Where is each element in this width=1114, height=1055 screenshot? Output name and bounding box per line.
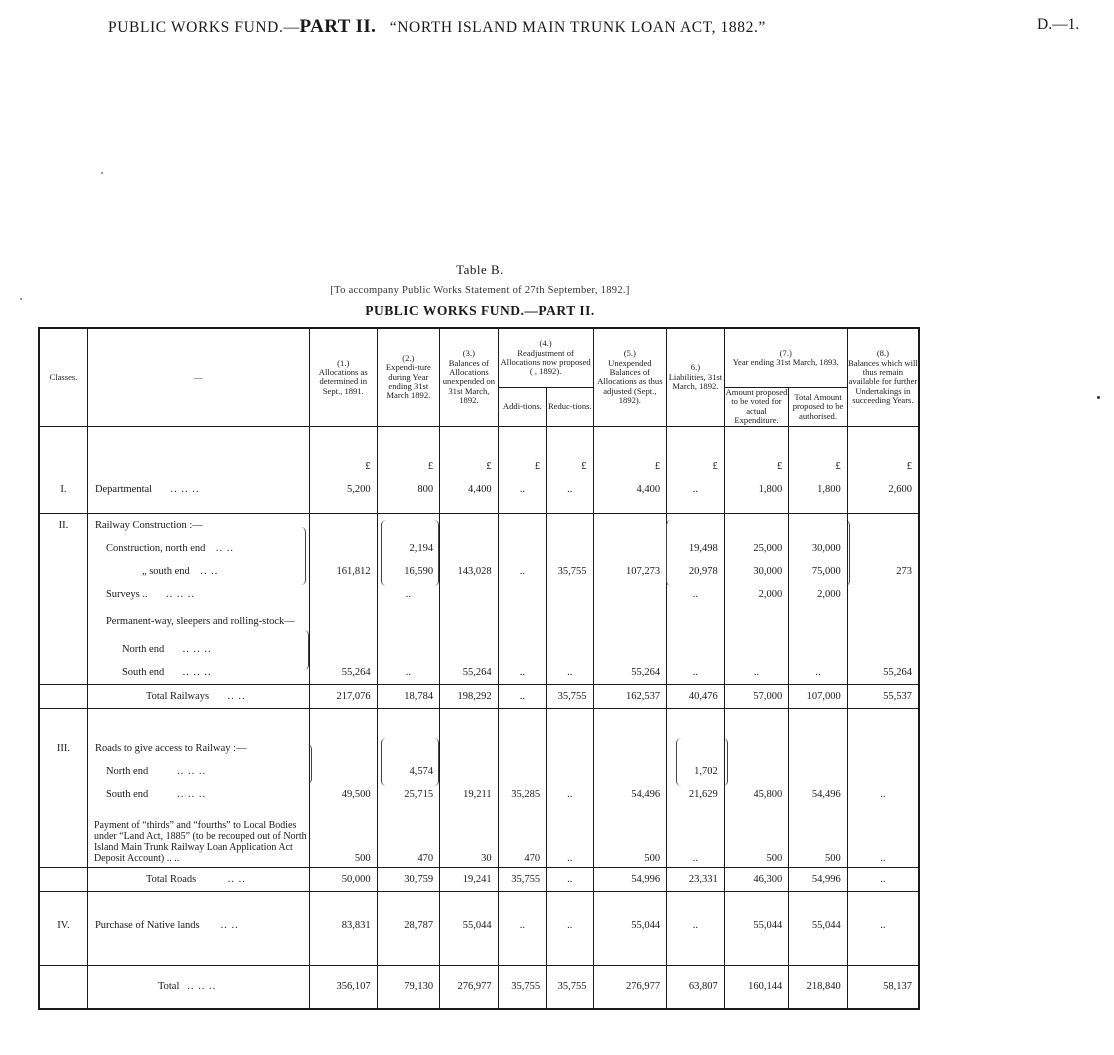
row-label: „ south end: [141, 565, 190, 577]
subtotal-row: [39, 867, 919, 891]
cell-amount-voted: 46,300: [724, 867, 789, 891]
row-description: [87, 783, 309, 806]
speck: [1097, 396, 1100, 399]
class-numeral: II.: [39, 513, 87, 537]
row-description: [87, 760, 309, 783]
dot-leader: .. .. ..: [182, 666, 212, 678]
class-numeral: I.: [39, 478, 87, 501]
cell-amount-voted: 1,800: [724, 478, 789, 501]
cell-reductions: ..: [547, 783, 593, 806]
cell-balances: 198,292: [440, 684, 499, 708]
dot-leader: .. ..: [200, 565, 219, 577]
cell-remaining: 55,537: [847, 684, 919, 708]
col-classes: [39, 328, 87, 426]
cell-additions: 35,755: [498, 867, 546, 891]
cell-amount-voted: 55,044: [724, 914, 789, 937]
cell-unexpended: 4,400: [593, 478, 667, 501]
cell-balances: 19,241: [440, 867, 499, 891]
table-fund-heading: PUBLIC WORKS FUND.—PART II.: [365, 303, 595, 318]
cell-expenditure: 25,715: [377, 783, 440, 806]
cell-balances: 19,211: [440, 783, 499, 806]
col-description-label: —: [194, 371, 203, 382]
cell-unexpended: 162,537: [593, 684, 667, 708]
grouping-brace: [433, 520, 439, 586]
cell-allocations: 5,200: [309, 478, 377, 501]
col-classes-label: Classes.: [49, 371, 78, 382]
cell-unexpended: 55,044: [593, 914, 667, 937]
row-description: Railway Construction :—: [87, 513, 309, 537]
col-expenditure: [377, 328, 440, 426]
spacer-row: [39, 708, 919, 737]
unit-pound: £: [593, 455, 667, 478]
table-row: [39, 737, 919, 760]
cell-allocations: 356,107: [309, 965, 377, 1009]
grouping-brace: [722, 738, 728, 786]
col-heading: Balances of Allocations unexpended on 31st March, 1892.: [442, 357, 496, 406]
cell-additions: ..: [498, 478, 546, 501]
cell-liabilities: 19,498: [667, 537, 725, 560]
cell-amount-voted: 57,000: [724, 684, 789, 708]
dot-leader: .. .. ..: [166, 588, 196, 600]
cell-remaining: 273: [847, 560, 919, 583]
cell-total-authorised: 107,000: [789, 684, 848, 708]
cell-amount-voted: ..: [724, 661, 789, 685]
col-number: 6.): [690, 362, 701, 373]
cell-expenditure: 28,787: [377, 914, 440, 937]
table-row: [39, 760, 919, 783]
col-description: [87, 328, 309, 426]
dot-leader: .. .. ..: [182, 643, 212, 655]
row-label: Total Roads: [145, 873, 197, 885]
cell-expenditure: 79,130: [377, 965, 440, 1009]
cell-reductions: ..: [547, 914, 593, 937]
col-liabilities: [667, 328, 725, 426]
table-row: [39, 513, 919, 537]
spacer-row: [39, 891, 919, 914]
unit-pound: £: [309, 455, 377, 478]
col-total-authorised: Total Amount proposed to be authorised.: [789, 388, 848, 427]
cell-remaining: ..: [847, 914, 919, 937]
row-label: North end: [121, 643, 165, 655]
cell-reductions: 35,755: [547, 684, 593, 708]
cell-expenditure: 18,784: [377, 684, 440, 708]
row-description: [87, 478, 309, 501]
dot-leader: .. .. ..: [177, 765, 207, 777]
cell-allocations: 55,264: [309, 661, 377, 685]
page-header: [0, 14, 1114, 38]
row-label: South end: [105, 788, 149, 800]
speck: [101, 172, 103, 174]
cell-balances: 55,264: [440, 661, 499, 685]
col-year-ending: [724, 328, 847, 388]
cell-amount-voted: 500: [724, 806, 789, 868]
row-description: Permanent-way, sleepers and rolling-stock—: [87, 606, 309, 638]
col-number: (1.): [337, 357, 350, 368]
cell-total-authorised: 54,996: [789, 867, 848, 891]
cell-allocations: 217,076: [309, 684, 377, 708]
cell-balances: 143,028: [440, 560, 499, 583]
cell-total-authorised: 500: [789, 806, 848, 868]
unit-pound: £: [724, 455, 789, 478]
col-readjustment: [498, 328, 593, 388]
table-row: [39, 606, 919, 638]
cell-liabilities: ..: [667, 478, 725, 501]
table-row: [39, 560, 919, 583]
cell-additions: ..: [498, 560, 546, 583]
cell-unexpended: 500: [593, 806, 667, 868]
cell-liabilities: 21,629: [667, 783, 725, 806]
cell-unexpended: 54,496: [593, 783, 667, 806]
cell-expenditure: 16,590: [377, 560, 440, 583]
unit-pound: £: [547, 455, 593, 478]
cell-liabilities: 20,978: [667, 560, 725, 583]
cell-liabilities: ..: [667, 806, 725, 868]
class-numeral: III.: [39, 737, 87, 760]
cell-total-authorised: 2,000: [789, 583, 848, 606]
cell-unexpended: 107,273: [593, 560, 667, 583]
cell-remaining: 2,600: [847, 478, 919, 501]
cell-unexpended: 54,996: [593, 867, 667, 891]
col-allocations: [309, 328, 377, 426]
table-row: [39, 537, 919, 560]
dot-leader: .. ..: [227, 873, 246, 885]
grouping-brace: [676, 738, 682, 786]
cell-balances: 55,044: [440, 914, 499, 937]
row-label: Construction, north end: [105, 542, 206, 554]
cell-additions: ..: [498, 684, 546, 708]
grouping-brace: [300, 527, 306, 585]
cell-additions: 470: [498, 806, 546, 868]
row-description: [87, 867, 309, 891]
cell-total-authorised: 218,840: [789, 965, 848, 1009]
dot-leader: .. ..: [227, 690, 246, 702]
dot-leader: .. .. ..: [187, 981, 217, 993]
row-label: South end: [121, 666, 165, 678]
col-heading: Liabilities, 31st March, 1892.: [668, 371, 723, 392]
cell-total-authorised: 75,000: [789, 560, 848, 583]
row-description: Roads to give access to Railway :—: [87, 737, 309, 760]
col-number: (2.): [402, 352, 415, 363]
row-description: [87, 537, 309, 560]
table-row: [39, 478, 919, 501]
row-label: North end: [105, 765, 149, 777]
col-remaining-balances: [847, 328, 919, 426]
row-description: [87, 560, 309, 583]
running-title-part: PART II.: [299, 16, 377, 37]
cell-balances: 30: [440, 806, 499, 868]
col-number: (7.): [779, 347, 792, 358]
cell-expenditure: ..: [377, 583, 440, 606]
cell-total-authorised: 54,496: [789, 783, 848, 806]
col-heading: Year ending 31st March, 1893.: [732, 357, 839, 367]
cell-expenditure: 2,194: [377, 537, 440, 560]
cell-reductions: 35,755: [547, 965, 593, 1009]
table-row: [39, 583, 919, 606]
table-row: [39, 914, 919, 937]
grouping-brace: [666, 520, 672, 586]
cell-balances: 4,400: [440, 478, 499, 501]
units-row: [39, 455, 919, 478]
col-heading: Unexpended Balances of Allocations as thus adjusted (Sept., 1892).: [597, 357, 663, 406]
cell-remaining: 55,264: [847, 661, 919, 685]
cell-allocations: 161,812: [309, 560, 377, 583]
table-subtitle: [To accompany Public Works Statement of 27th September, 1892.]: [330, 285, 630, 296]
cell-unexpended: 276,977: [593, 965, 667, 1009]
cell-additions: ..: [498, 661, 546, 685]
table-row: [39, 661, 919, 685]
row-label: Purchase of Native lands: [94, 919, 200, 931]
cell-total-authorised: 55,044: [789, 914, 848, 937]
grouping-brace: [306, 744, 312, 784]
table-row: [39, 638, 919, 661]
cell-allocations: 49,500: [309, 783, 377, 806]
class-numeral: IV.: [39, 914, 87, 937]
unit-pound: £: [377, 455, 440, 478]
unit-pound: £: [498, 455, 546, 478]
col-additions: Addi-tions.: [498, 388, 546, 427]
cell-reductions: ..: [547, 478, 593, 501]
col-heading: Expendi-ture during Year ending 31st March 1892.: [385, 362, 431, 401]
col-amount-voted: Amount proposed to be voted for actual Expenditure.: [725, 387, 788, 426]
row-label: Surveys ..: [105, 588, 148, 600]
row-description: [87, 965, 309, 1009]
cell-liabilities: ..: [667, 914, 725, 937]
cell-additions: ..: [498, 914, 546, 937]
unit-pound: £: [440, 455, 499, 478]
unit-pound: £: [847, 455, 919, 478]
table-title: Table B.: [456, 262, 504, 277]
cell-expenditure: ..: [377, 661, 440, 685]
allocations-table: [38, 327, 920, 1010]
spacer-row: [39, 937, 919, 966]
cell-additions: 35,285: [498, 783, 546, 806]
running-title-act: “NORTH ISLAND MAIN TRUNK LOAN ACT, 1882.”: [389, 19, 766, 36]
page-reference: D.—1.: [1037, 16, 1080, 33]
table-row: [39, 806, 919, 868]
row-description: [87, 661, 309, 685]
cell-liabilities: 40,476: [667, 684, 725, 708]
col-reductions: Reduc-tions.: [547, 388, 593, 427]
col-heading: Allocations as determined in Sept., 1891.: [318, 366, 368, 396]
grouping-brace: [381, 738, 387, 786]
cell-amount-voted: 45,800: [724, 783, 789, 806]
row-label: Departmental: [94, 483, 153, 495]
cell-remaining: ..: [847, 783, 919, 806]
cell-total-authorised: 30,000: [789, 537, 848, 560]
col-number: (8.): [876, 348, 889, 359]
running-title: [108, 16, 766, 38]
row-description: [87, 914, 309, 937]
dot-leader: .. ..: [220, 919, 239, 931]
subtotal-row: [39, 684, 919, 708]
cell-expenditure: 470: [377, 806, 440, 868]
grouping-brace: [303, 630, 309, 670]
cell-remaining: 58,137: [847, 965, 919, 1009]
col-heading: Balances which will thus remain available for further Undertakings in succeeding Years.: [848, 357, 918, 406]
cell-liabilities: 23,331: [667, 867, 725, 891]
col-unexpended: [593, 328, 667, 426]
cell-remaining: ..: [847, 806, 919, 868]
row-description: Payment of “thirds” and “fourths” to Local Bodies under “Land Act, 1885” (to be recouped out of North Island Main Trunk Railway Loan Application Act Deposit Account) .. ..: [87, 806, 309, 868]
cell-liabilities: ..: [667, 661, 725, 685]
col-heading: Readjustment of Allocations now proposed ( , 1892).: [500, 347, 591, 377]
cell-reductions: ..: [547, 806, 593, 868]
row-description: [87, 638, 309, 661]
cell-total-authorised: ..: [789, 661, 848, 685]
col-number: (5.): [623, 348, 636, 359]
cell-liabilities: 63,807: [667, 965, 725, 1009]
grouping-brace: [381, 520, 387, 586]
cell-expenditure: 800: [377, 478, 440, 501]
row-label: Total: [157, 981, 180, 993]
grand-total-row: [39, 965, 919, 1009]
cell-amount-voted: 2,000: [724, 583, 789, 606]
cell-total-authorised: 1,800: [789, 478, 848, 501]
cell-reductions: ..: [547, 867, 593, 891]
cell-unexpended: 55,264: [593, 661, 667, 685]
cell-expenditure: 30,759: [377, 867, 440, 891]
table-row: [39, 783, 919, 806]
cell-balances: 276,977: [440, 965, 499, 1009]
dot-leader: .. ..: [215, 542, 235, 554]
row-description: [87, 583, 309, 606]
dot-leader: .. .. ..: [177, 788, 207, 800]
col-balances: [440, 328, 499, 426]
cell-reductions: 35,755: [547, 560, 593, 583]
unit-pound: £: [667, 455, 725, 478]
cell-remaining: ..: [847, 867, 919, 891]
cell-reductions: ..: [547, 661, 593, 685]
col-number: (3.): [462, 348, 475, 359]
cell-additions: 35,755: [498, 965, 546, 1009]
speck: [20, 298, 22, 300]
cell-amount-voted: 160,144: [724, 965, 789, 1009]
unit-pound: £: [789, 455, 848, 478]
cell-amount-voted: 25,000: [724, 537, 789, 560]
cell-allocations: 83,831: [309, 914, 377, 937]
cell-allocations: 50,000: [309, 867, 377, 891]
cell-expenditure: 4,574: [377, 760, 440, 783]
row-description: [87, 684, 309, 708]
spacer-row: [39, 501, 919, 514]
dot-leader: .. .. ..: [170, 483, 200, 495]
col-number: (4.): [539, 338, 552, 349]
cell-allocations: 500: [309, 806, 377, 868]
grouping-brace: [844, 520, 850, 586]
running-title-prefix: PUBLIC WORKS FUND.—: [108, 19, 300, 36]
cell-amount-voted: 30,000: [724, 560, 789, 583]
spacer-row: [39, 426, 919, 455]
cell-liabilities: 1,702: [667, 760, 725, 783]
row-label: Total Railways: [145, 690, 210, 702]
grouping-brace: [433, 738, 439, 786]
cell-liabilities: ..: [667, 583, 725, 606]
